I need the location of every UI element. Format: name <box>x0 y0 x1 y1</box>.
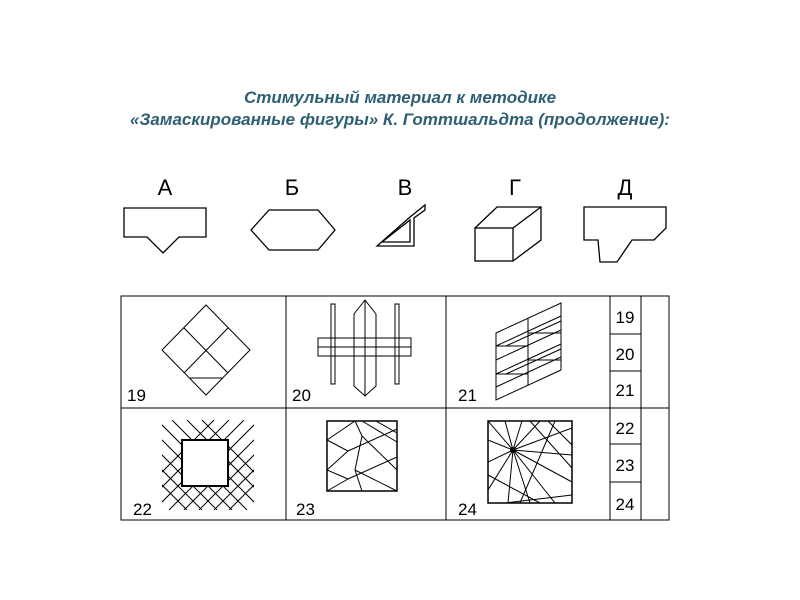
answer-row-19: 19 <box>615 308 635 327</box>
figure-a-shape <box>124 208 206 253</box>
cell-number-23: 23 <box>296 500 315 519</box>
cell-19-figure <box>162 305 250 395</box>
figure-d-shape <box>584 207 666 262</box>
figure-b-hexagon <box>251 210 335 250</box>
answer-row-24: 24 <box>615 495 635 514</box>
cell-number-19: 19 <box>127 386 146 405</box>
cell-number-21: 21 <box>458 386 477 405</box>
cell-number-20: 20 <box>292 386 311 405</box>
figure-label-b: Б <box>284 175 300 200</box>
cell-21-figure <box>496 303 561 400</box>
title-line-1: Стимульный материал к методике <box>243 88 557 107</box>
figure-label-a: А <box>157 175 173 200</box>
figure-label-g: Г <box>509 175 521 200</box>
title-line-2: «Замаскированные фигуры» К. Готтшальдта (продолжение): <box>130 110 670 129</box>
answer-row-22: 22 <box>615 419 635 438</box>
answer-row-20: 20 <box>615 345 635 364</box>
answer-row-23: 23 <box>615 456 635 475</box>
cell-number-24: 24 <box>458 500 477 519</box>
cell-20-figure <box>318 300 411 396</box>
answer-row-21: 21 <box>615 381 635 400</box>
cell-number-22: 22 <box>133 500 152 519</box>
figure-v-corner <box>377 205 425 246</box>
cell-24-figure <box>488 421 572 503</box>
figure-g-box <box>475 207 541 261</box>
figure-label-v: В <box>397 175 413 200</box>
figure-label-d: Д <box>617 175 633 200</box>
cell-23-figure <box>327 421 397 491</box>
